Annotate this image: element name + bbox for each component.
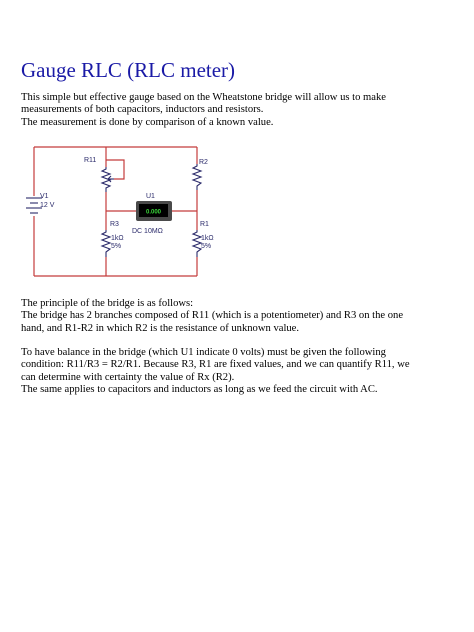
wiper-wire <box>106 160 124 179</box>
text-line: The principle of the bridge is as follows: <box>21 298 194 309</box>
principle-paragraph <box>21 298 461 335</box>
balance-paragraph <box>21 347 461 397</box>
r2-resistor-zigzag <box>193 164 201 190</box>
u1-label: U1 <box>146 193 155 200</box>
text-line: The same applies to capacitors and inductors as long as we feed the circuit with AC. <box>21 384 378 396</box>
wheatstone-bridge-diagram <box>22 142 218 284</box>
text-line: hand, and R1-R2 in which R2 is the resistance of unknown value. <box>21 322 300 334</box>
r3-value: 1kΩ <box>111 235 124 242</box>
r2-label: R2 <box>199 159 208 166</box>
r1-tolerance: 5% <box>201 243 212 250</box>
text-line: condition: R11/R3 = R2/R1. Because R3, R1 are fixed values, and we can quantify R11, we <box>21 359 410 371</box>
text-line: The bridge has 2 branches composed of R11 (which is a potentiometer) and R3 on the one <box>21 310 404 322</box>
r3-label: R3 <box>110 221 119 228</box>
meter-reading: 0.000 <box>145 209 162 216</box>
text-line: The measurement is done by comparison of a known value. <box>21 116 274 128</box>
wires <box>34 147 197 276</box>
meter-label: DC 10MΩ <box>132 228 163 235</box>
text-line: To have balance in the bridge (which U1 indicate 0 volts) must be given the following <box>21 347 386 358</box>
text-line: can determine with certainty the value of Rx (R2). <box>21 371 235 383</box>
r11-label: R11 <box>84 157 97 164</box>
r3-resistor-zigzag <box>102 230 110 257</box>
component-labels <box>40 157 214 250</box>
r1-value: 1kΩ <box>201 235 214 242</box>
meter-u1 <box>136 201 172 221</box>
v1-value: 12 V <box>40 202 55 209</box>
text-line: This simple but effective gauge based on the Wheatstone bridge will allow us to make <box>21 92 386 103</box>
text-line: measurements of both capacitors, inductors and resistors. <box>21 104 264 116</box>
r1-label: R1 <box>200 221 209 228</box>
v1-label: V1 <box>40 193 49 200</box>
intro-paragraph <box>21 92 461 129</box>
page-title: Gauge RLC (RLC meter) <box>21 58 236 82</box>
r3-tolerance: 5% <box>111 243 122 250</box>
r1-resistor-zigzag <box>193 230 201 257</box>
